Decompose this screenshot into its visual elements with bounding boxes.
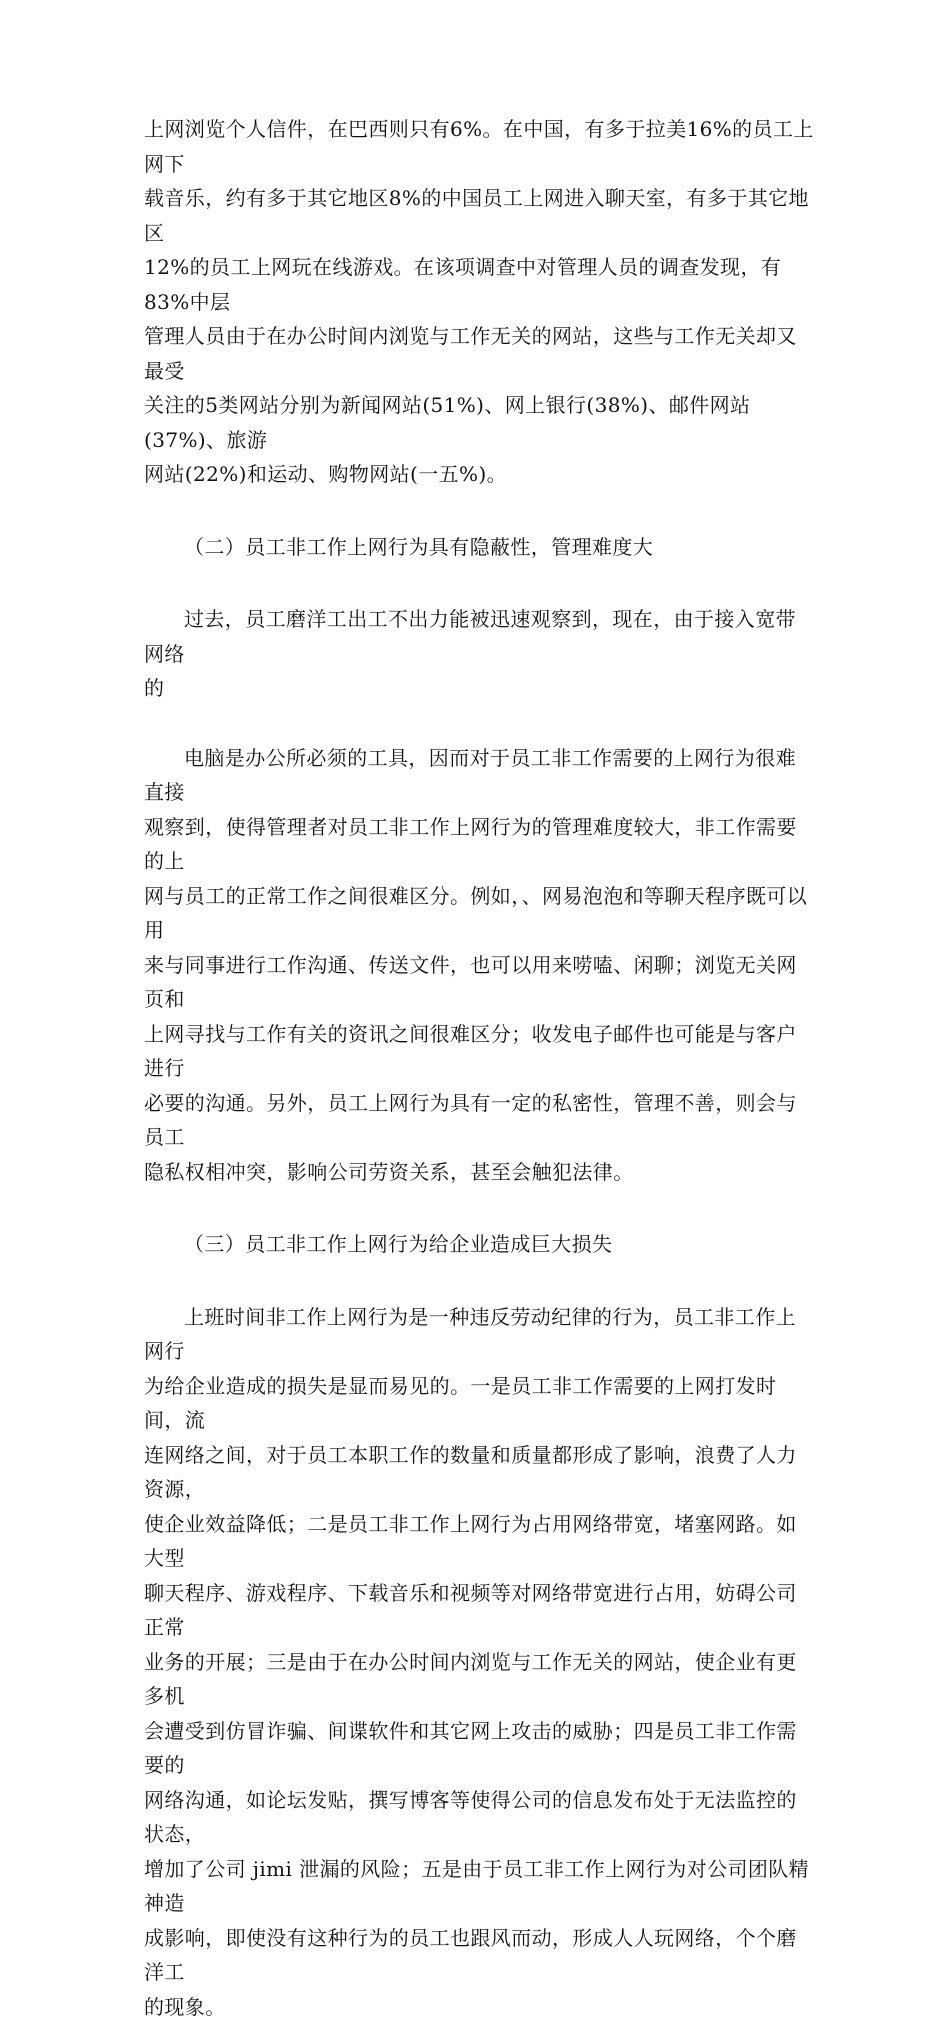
spacer — [144, 492, 814, 530]
document-page — [144, 112, 814, 2024]
paragraph-computer-tools: 电脑是办公所必须的工具，因而对于员工非工作需要的上网行为很难直接 观察到，使得管理者对员工非工作上网行为的管理难度较大，非工作需要的上 网与员工的正常工作之间很难区分。例如，、网易泡泡和等聊天程序既可以用 来与同事进行工作沟通、传送文件，也可以用来唠嗑、闲聊；浏览无关网页和 上网寻找与工作有关的资讯之间很难区分；收发电子邮件也可能是与客户进行 必要的沟通。另外，员工上网行为具有一定的私密性，管理不善，则会与员工 隐私权相冲突，影响公司劳资关系，甚至会触犯法律。 — [144, 741, 814, 1190]
spacer — [144, 564, 814, 602]
paragraph-survey-stats: 上网浏览个人信件，在巴西则只有6%。在中国，有多于拉美16%的员工上网下 载音乐，约有多于其它地区8%的中国员工上网进入聊天室，有多于其它地区 12%的员工上网玩在线游戏。在该项调查中对管理人员的调查发现，有83%中层 管理人员由于在办公时间内浏览与工作无关的网站，这些与工作无关却又最受 关注的5类网站分别为新闻网站(51%)、网上银行(38%)、邮件网站(37%)、旅游 网站(22%)和运动、购物网站(一五%)。 — [144, 112, 814, 492]
paragraph-past-vs-now: 过去，员工磨洋工出工不出力能被迅速观察到，现在，由于接入宽带网络 的 — [144, 602, 814, 706]
spacer — [144, 1262, 814, 1300]
spacer — [144, 1189, 814, 1227]
section-heading-2: （二）员工非工作上网行为具有隐蔽性，管理难度大 — [144, 530, 814, 565]
paragraph-losses: 上班时间非工作上网行为是一种违反劳动纪律的行为，员工非工作上网行 为给企业造成的损失是显而易见的。一是员工非工作需要的上网打发时间，流 连网络之间，对于员工本职工作的数量和质量都形成了影响，浪费了人力资源， 使企业效益降低；二是员工非工作上网行为占用网络带宽，堵塞网路。如大型 聊天程序、游戏程序、下载音乐和视频等对网络带宽进行占用，妨碍公司正常 业务的开展；三是由于在办公时间内浏览与工作无关的网站，使企业有更多机 会遭受到仿冒诈骗、间谍软件和其它网上攻击的威胁；四是员工非工作需要的 网络沟通，如论坛发贴，撰写博客等使得公司的信息发布处于无法监控的状态， 增加了公司 jimi 泄漏的风险；五是由于员工非工作上网行为对公司团队精神造 成影响，即使没有这种行为的员工也跟风而动，形成人人玩网络，个个磨洋工 的现象。 — [144, 1300, 814, 2024]
section-heading-3: （三）员工非工作上网行为给企业造成巨大损失 — [144, 1227, 814, 1262]
spacer — [144, 706, 814, 741]
